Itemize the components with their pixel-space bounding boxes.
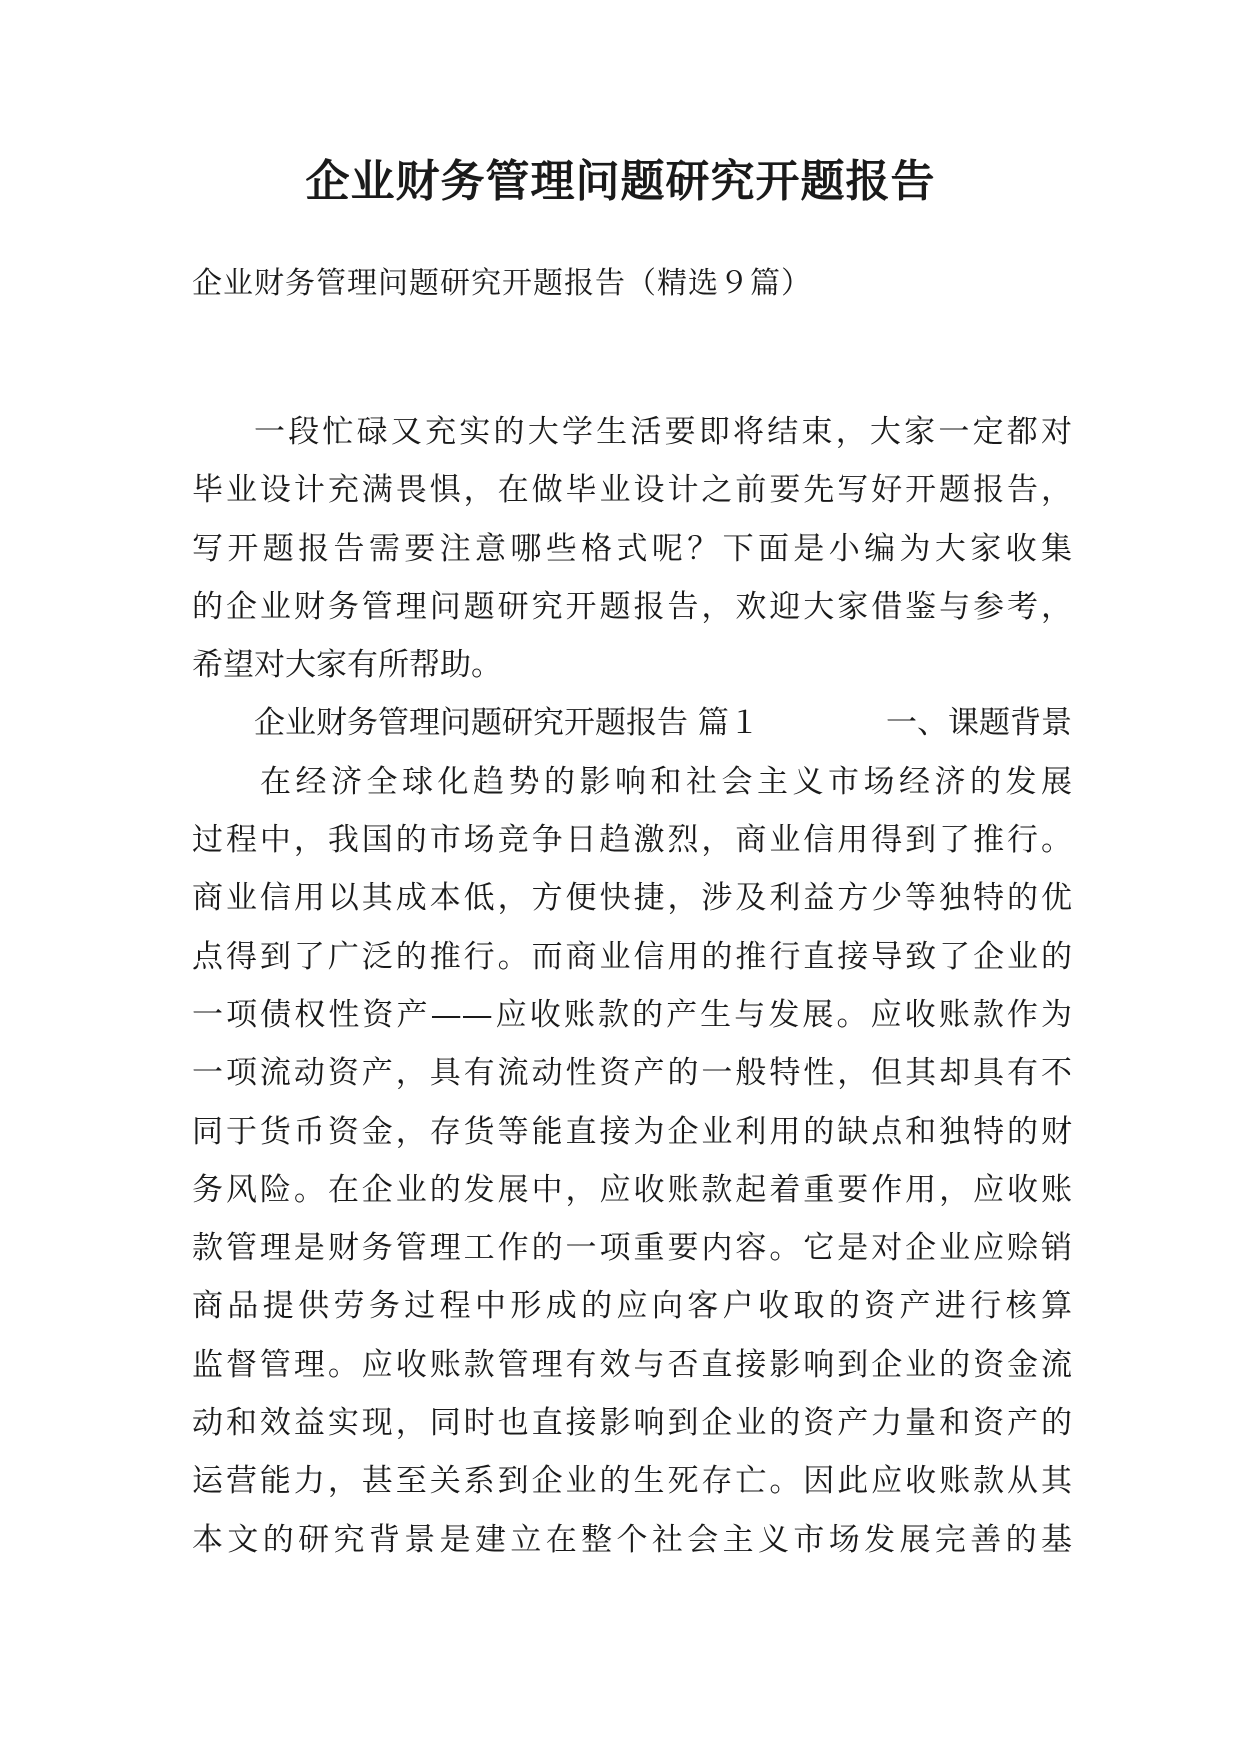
intro-line: 毕业设计充满畏惧，在做毕业设计之前要先写好开题报告， <box>192 472 1072 509</box>
body-line: 一项债权性资产——应收账款的产生与发展。应收账款作为 <box>192 996 1072 1033</box>
intro-line: 一段忙碌又充实的大学生活要即将结束，大家一定都对 <box>254 414 1072 450</box>
body-line: 商业信用以其成本低，方便快捷，涉及利益方少等独特的优 <box>192 880 1072 917</box>
document-subtitle: 企业财务管理问题研究开题报告（精选９篇） <box>192 266 812 301</box>
section-heading-row <box>192 694 1072 752</box>
body-line: 监督管理。应收账款管理有效与否直接影响到企业的资金流 <box>192 1346 1072 1383</box>
body-line: 一项流动资产，具有流动性资产的一般特性，但其却具有不 <box>192 1055 1072 1092</box>
intro-line: 的企业财务管理问题研究开题报告，欢迎大家借鉴与参考， <box>192 588 1072 625</box>
document-body <box>192 403 1072 1569</box>
body-line: 在经济全球化趋势的影响和社会主义市场经济的发展 <box>260 763 1072 800</box>
body-line: 点得到了广泛的推行。而商业信用的推行直接导致了企业的 <box>192 938 1072 975</box>
body-line: 过程中，我国的市场竞争日趋激烈，商业信用得到了推行。 <box>192 822 1072 859</box>
intro-line: 写开题报告需要注意哪些格式呢？下面是小编为大家收集 <box>192 530 1072 567</box>
body-line: 款管理是财务管理工作的一项重要内容。它是对企业应赊销 <box>192 1230 1072 1267</box>
intro-line: 希望对大家有所帮助。 <box>192 647 502 684</box>
body-line: 本文的研究背景是建立在整个社会主义市场发展完善的基 <box>192 1521 1072 1558</box>
body-line: 同于货币资金，存货等能直接为企业利用的缺点和独特的财 <box>192 1113 1072 1150</box>
body-line: 商品提供劳务过程中形成的应向客户收取的资产进行核算 <box>192 1288 1072 1325</box>
body-line: 务风险。在企业的发展中，应收账款起着重要作用，应收账 <box>192 1171 1072 1208</box>
section-heading: 企业财务管理问题研究开题报告 篇１ <box>254 705 760 742</box>
body-line: 动和效益实现，同时也直接影响到企业的资产力量和资产的 <box>192 1405 1072 1442</box>
section-subheading: 一、课题背景 <box>886 705 1072 742</box>
document-title: 企业财务管理问题研究开题报告 <box>305 156 936 207</box>
body-line: 运营能力，甚至关系到企业的生死存亡。因此应收账款从其 <box>192 1463 1072 1500</box>
